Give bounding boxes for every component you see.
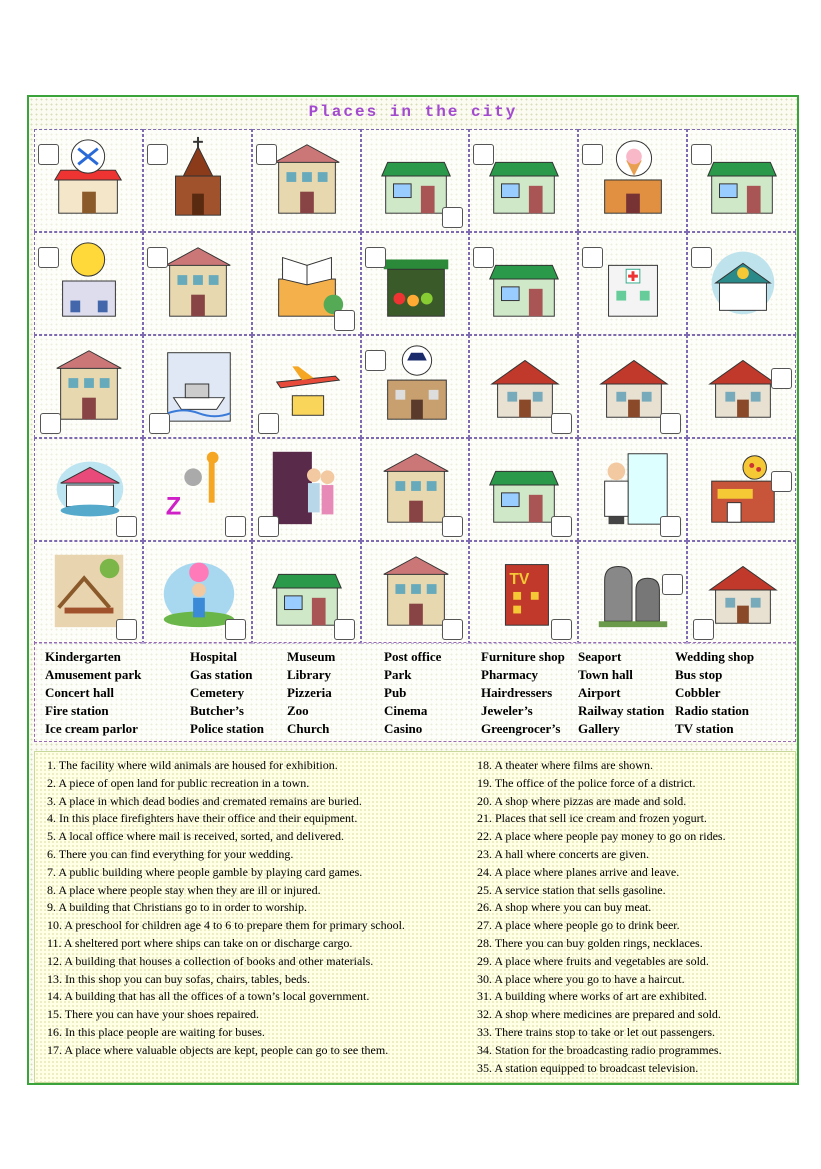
picture-cell bbox=[143, 541, 252, 644]
definition-item: 27. A place where people go to drink beer. bbox=[477, 918, 680, 933]
answer-box[interactable] bbox=[147, 247, 168, 268]
definition-item: 30. A place where you go to have a haircut. bbox=[477, 971, 685, 986]
word-bank-column bbox=[190, 648, 264, 738]
picture-cell bbox=[143, 232, 252, 335]
word-bank-item: Fire station bbox=[45, 703, 109, 718]
word-bank-item: Wedding shop bbox=[675, 649, 755, 664]
definition-item: 24. A place where planes arrive and leave. bbox=[477, 864, 680, 879]
answer-box[interactable] bbox=[365, 350, 386, 371]
definition-item: 17. A place where valuable objects are kept, people can go to see them. bbox=[47, 1042, 389, 1057]
word-bank-item: Pub bbox=[384, 685, 407, 700]
word-bank-item: Cemetery bbox=[190, 685, 245, 700]
definition-item: 28. There you can buy golden rings, necklaces. bbox=[477, 935, 703, 950]
answer-box[interactable] bbox=[693, 619, 714, 640]
definition-item: 31. A building where works of art are exhibited. bbox=[477, 989, 707, 1004]
answer-box[interactable] bbox=[551, 516, 572, 537]
word-bank-column bbox=[45, 648, 141, 738]
definition-item: 6. There you can find everything for your wedding. bbox=[47, 846, 294, 861]
definition-item: 4. In this place firefighters have their office and their equipment. bbox=[47, 811, 358, 826]
picture-cell bbox=[361, 232, 470, 335]
word-bank-item: Radio station bbox=[675, 703, 750, 718]
word-bank-column bbox=[578, 648, 664, 738]
picture-cell bbox=[687, 129, 796, 232]
picture-cell bbox=[578, 541, 687, 644]
word-bank-item: Ice cream parlor bbox=[45, 721, 138, 736]
word-bank-item: Museum bbox=[287, 649, 336, 664]
word-bank-item: Town hall bbox=[578, 667, 633, 682]
picture-cell bbox=[361, 335, 470, 438]
picture-cell bbox=[687, 438, 796, 541]
definition-item: 26. A shop where you can buy meat. bbox=[477, 900, 652, 915]
definition-item: 21. Places that sell ice cream and frozen yogurt. bbox=[477, 811, 707, 826]
word-bank-item: TV station bbox=[675, 721, 734, 736]
worksheet-title: Places in the city bbox=[308, 103, 518, 121]
answer-box[interactable] bbox=[551, 413, 572, 434]
picture-cell bbox=[252, 232, 361, 335]
definition-item: 25. A service station that sells gasoline. bbox=[477, 882, 666, 897]
answer-box[interactable] bbox=[473, 247, 494, 268]
answer-box[interactable] bbox=[334, 310, 355, 331]
word-bank-item: Post office bbox=[384, 649, 442, 664]
word-bank-item: Cobbler bbox=[675, 685, 721, 700]
definitions-column-left bbox=[47, 757, 405, 1060]
answer-box[interactable] bbox=[258, 516, 279, 537]
word-bank-item: Gas station bbox=[190, 667, 253, 682]
worksheet bbox=[27, 95, 799, 1085]
definitions-column-right bbox=[477, 757, 726, 1077]
answer-box[interactable] bbox=[334, 619, 355, 640]
definition-item: 20. A shop where pizzas are made and sold. bbox=[477, 793, 687, 808]
picture-cell bbox=[578, 335, 687, 438]
answer-box[interactable] bbox=[442, 619, 463, 640]
answer-box[interactable] bbox=[771, 368, 792, 389]
definition-item: 18. A theater where films are shown. bbox=[477, 758, 653, 772]
word-bank-item: Church bbox=[287, 721, 330, 736]
word-bank-item: Greengrocer’s bbox=[481, 721, 561, 736]
word-bank-item: Butcher’s bbox=[190, 703, 244, 718]
answer-box[interactable] bbox=[473, 144, 494, 165]
definition-item: 35. A station equipped to broadcast television. bbox=[477, 1060, 699, 1075]
definition-item: 14. A building that has all the offices of a town’s local government. bbox=[47, 989, 370, 1004]
picture-cell bbox=[469, 541, 578, 644]
word-bank-item: Kindergarten bbox=[45, 649, 121, 664]
definition-item: 3. A place in which dead bodies and cremated remains are buried. bbox=[47, 793, 362, 808]
word-bank-item: Concert hall bbox=[45, 685, 114, 700]
answer-box[interactable] bbox=[442, 516, 463, 537]
picture-grid bbox=[34, 129, 796, 644]
word-bank-item: Seaport bbox=[578, 649, 622, 664]
answer-box[interactable] bbox=[691, 247, 712, 268]
answer-box[interactable] bbox=[660, 413, 681, 434]
picture-cell bbox=[34, 541, 143, 644]
definition-item: 32. A shop where medicines are prepared and sold. bbox=[477, 1007, 721, 1022]
picture-cell bbox=[252, 335, 361, 438]
definition-item: 29. A place where fruits and vegetables are sold. bbox=[477, 953, 709, 968]
definition-item: 22. A place where people pay money to go on rides. bbox=[477, 829, 726, 844]
definition-item: 19. The office of the police force of a district. bbox=[477, 775, 696, 790]
definition-item: 13. In this shop you can buy sofas, chairs, tables, beds. bbox=[47, 971, 310, 986]
answer-box[interactable] bbox=[147, 144, 168, 165]
word-bank-item: Jeweler’s bbox=[481, 703, 533, 718]
answer-box[interactable] bbox=[691, 144, 712, 165]
definition-item: 2. A piece of open land for public recreation in a town. bbox=[47, 775, 310, 790]
word-bank-column bbox=[481, 648, 565, 738]
word-bank-item: Casino bbox=[384, 721, 423, 736]
word-bank-item: Zoo bbox=[287, 703, 309, 718]
picture-cell bbox=[469, 335, 578, 438]
definition-item: 16. In this place people are waiting for buses. bbox=[47, 1024, 265, 1039]
picture-cell bbox=[252, 438, 361, 541]
picture-cell bbox=[469, 129, 578, 232]
answer-box[interactable] bbox=[38, 144, 59, 165]
definition-item: 5. A local office where mail is received, sorted, and delivered. bbox=[47, 829, 344, 844]
definition-item: 10. A preschool for children age 4 to 6 to prepare them for primary school. bbox=[47, 918, 405, 933]
answer-box[interactable] bbox=[258, 413, 279, 434]
svg-text:Z: Z bbox=[165, 492, 182, 521]
answer-box[interactable] bbox=[660, 516, 681, 537]
picture-cell bbox=[469, 438, 578, 541]
answer-box[interactable] bbox=[365, 247, 386, 268]
picture-cell bbox=[34, 129, 143, 232]
definition-item: 12. A building that houses a collection of books and other materials. bbox=[47, 953, 374, 968]
word-bank-item: Hospital bbox=[190, 649, 237, 664]
picture-cell bbox=[34, 335, 143, 438]
word-bank-column bbox=[287, 648, 335, 738]
definition-item: 23. A hall where concerts are given. bbox=[477, 846, 649, 861]
word-bank-item: Airport bbox=[578, 685, 621, 700]
answer-box[interactable] bbox=[442, 207, 463, 228]
word-bank-item: Amusement park bbox=[45, 667, 142, 682]
definition-item: 15. There you can have your shoes repaired. bbox=[47, 1007, 260, 1022]
definition-item: 8. A place where people stay when they are ill or injured. bbox=[47, 882, 321, 897]
answer-box[interactable] bbox=[225, 619, 246, 640]
answer-box[interactable] bbox=[662, 574, 683, 595]
picture-cell bbox=[578, 232, 687, 335]
definition-item: 1. The facility where wild animals are housed for exhibition. bbox=[47, 758, 338, 772]
word-bank-item: Furniture shop bbox=[481, 649, 565, 664]
word-bank-item: Park bbox=[384, 667, 412, 682]
answer-box[interactable] bbox=[771, 471, 792, 492]
picture-cell bbox=[361, 129, 470, 232]
answer-box[interactable] bbox=[149, 413, 170, 434]
word-bank-item: Police station bbox=[190, 721, 265, 736]
definition-item: 34. Station for the broadcasting radio programmes. bbox=[477, 1042, 722, 1057]
answer-box[interactable] bbox=[582, 247, 603, 268]
word-bank-item: Gallery bbox=[578, 721, 620, 736]
answer-box[interactable] bbox=[225, 516, 246, 537]
picture-cell bbox=[143, 335, 252, 438]
word-bank-item: Pizzeria bbox=[287, 685, 332, 700]
word-bank-item: Railway station bbox=[578, 703, 665, 718]
picture-cell bbox=[143, 438, 252, 541]
picture-cell bbox=[143, 129, 252, 232]
picture-cell bbox=[687, 232, 796, 335]
picture-cell bbox=[361, 541, 470, 644]
picture-cell bbox=[361, 438, 470, 541]
word-bank-item: Bus stop bbox=[675, 667, 723, 682]
word-bank-column bbox=[675, 648, 754, 738]
picture-cell bbox=[687, 541, 796, 644]
definition-item: 11. A sheltered port where ships can take on or discharge cargo. bbox=[47, 935, 353, 950]
answer-box[interactable] bbox=[116, 619, 137, 640]
answer-box[interactable] bbox=[551, 619, 572, 640]
answer-box[interactable] bbox=[38, 247, 59, 268]
definition-item: 33. There trains stop to take or let out passengers. bbox=[477, 1024, 716, 1039]
definition-item: 7. A public building where people gamble by playing card games. bbox=[47, 864, 363, 879]
answer-box[interactable] bbox=[116, 516, 137, 537]
answer-box[interactable] bbox=[582, 144, 603, 165]
word-bank-item: Pharmacy bbox=[481, 667, 539, 682]
word-bank-item: Cinema bbox=[384, 703, 428, 718]
picture-cell bbox=[687, 335, 796, 438]
picture-cell bbox=[34, 232, 143, 335]
answer-box[interactable] bbox=[256, 144, 277, 165]
picture-cell bbox=[252, 541, 361, 644]
word-bank bbox=[34, 642, 796, 742]
word-bank-item: Hairdressers bbox=[481, 685, 553, 700]
word-bank-item: Library bbox=[287, 667, 332, 682]
definition-item: 9. A building that Christians go to in order to worship. bbox=[47, 900, 307, 915]
picture-cell bbox=[34, 438, 143, 541]
definitions-panel bbox=[34, 751, 796, 1083]
answer-box[interactable] bbox=[40, 413, 61, 434]
picture-cell bbox=[469, 232, 578, 335]
word-bank-column bbox=[384, 648, 441, 738]
svg-text:TV: TV bbox=[509, 571, 530, 589]
picture-cell bbox=[578, 129, 687, 232]
picture-cell bbox=[578, 438, 687, 541]
picture-cell bbox=[252, 129, 361, 232]
